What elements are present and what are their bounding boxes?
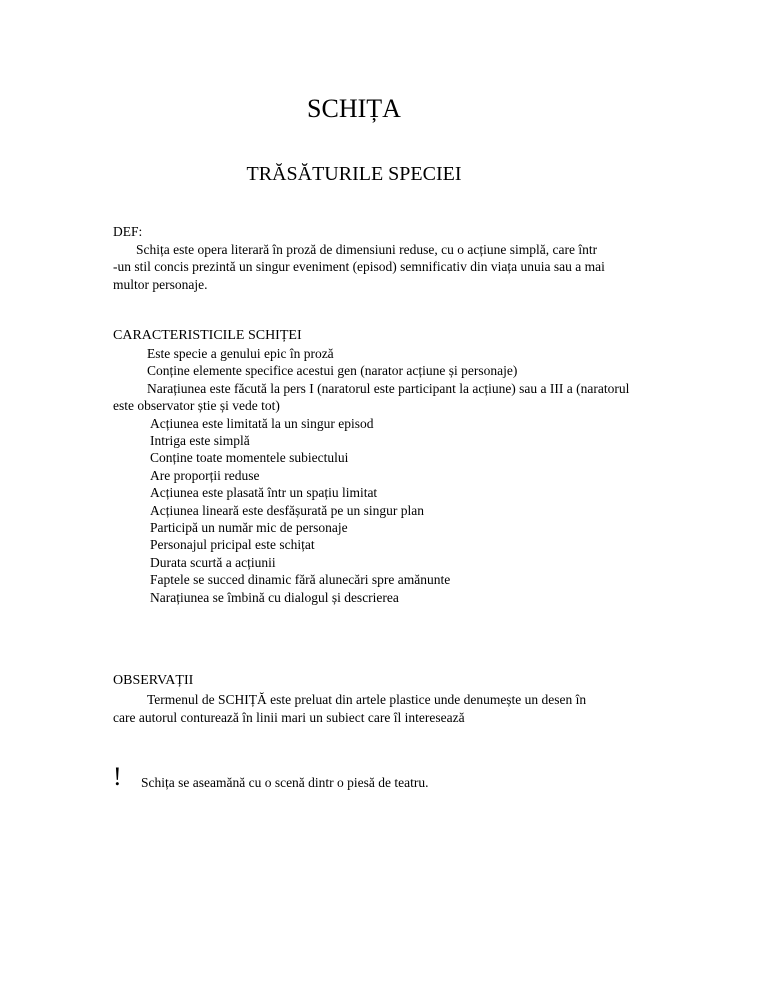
exclamation-mark: ! (113, 762, 122, 791)
observation-line: care autorul conturează în linii mari un subiect care îl interesează (113, 710, 465, 725)
definition-line: Schița este opera literară în proză de dimensiuni reduse, cu o acțiune simplă, care într (136, 242, 598, 257)
list-item: Narațiunea este făcută la pers I (naratorul este participant la acțiune) sau a III a (naratorul (147, 380, 630, 396)
list-item: Narațiunea se îmbină cu dialogul și descrierea (150, 589, 399, 605)
characteristics-list (113, 345, 629, 606)
list-item: Faptele se succed dinamic fără alunecări spre amănunte (150, 572, 451, 588)
list-item: Are proporții reduse (150, 467, 260, 483)
list-item: este observator știe și vede tot) (113, 398, 280, 414)
list-item: Acțiunea lineară este desfășurată pe un singur plan (150, 502, 425, 518)
observation-line: Termenul de SCHIȚĂ este preluat din artele plastice unde denumește un desen în (147, 692, 587, 707)
list-item: Participă un număr mic de personaje (150, 520, 348, 536)
definition-label: DEF: (113, 224, 143, 239)
list-item: Durata scurtă a acțiunii (150, 554, 276, 570)
list-item: Este specie a genului epic în proză (147, 346, 334, 361)
characteristics-heading: CARACTERISTICILE SCHIȚEI (113, 328, 302, 343)
note-text: Schița se aseamănă cu o scenă dintr o piesă de teatru. (141, 774, 429, 790)
list-item: Conține elemente specifice acestui gen (narator acțiune și personaje) (147, 363, 518, 379)
list-item: Acțiunea este limitată la un singur episod (150, 415, 374, 431)
list-item: Conține toate momentele subiectului (150, 450, 349, 466)
observations-heading: OBSERVAȚII (113, 673, 194, 688)
list-item: Personajul pricipal este schițat (150, 537, 315, 553)
page-title: SCHIȚA (307, 94, 401, 123)
definition-line: multor personaje. (113, 277, 208, 292)
page-subtitle: TRĂSĂTURILE SPECIEI (246, 163, 462, 185)
list-item: Intriga este simplă (150, 433, 250, 449)
note (113, 762, 429, 792)
list-item: Acțiunea este plasată într un spațiu limitat (150, 485, 378, 501)
definition-line: -un stil concis prezintă un singur eveniment (episod) semnificativ din viața unuia sau a mai (113, 259, 605, 274)
